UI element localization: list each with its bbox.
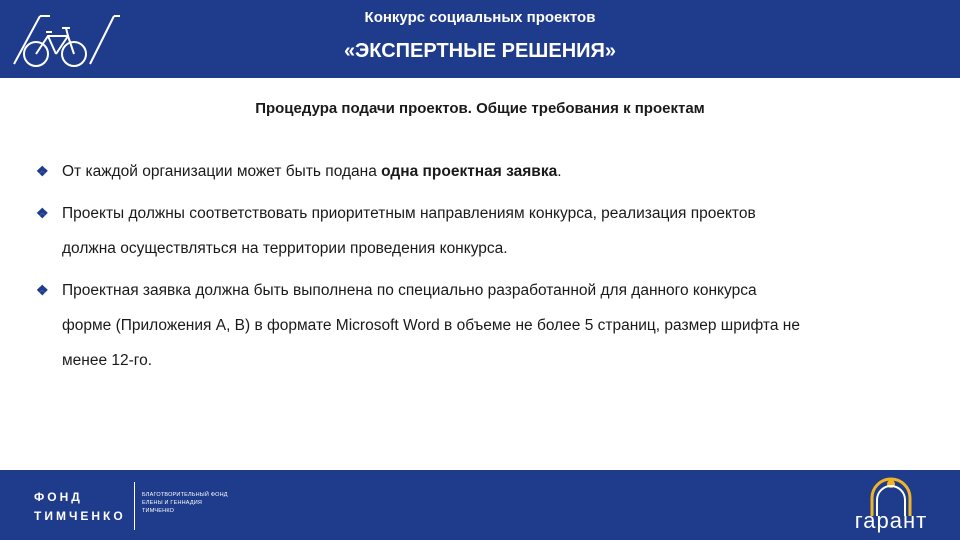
- bullet-3-line1: Проектная заявка должна быть выполнена по специально разработанной для данного конкурса: [62, 282, 757, 299]
- fund-description: [142, 491, 228, 515]
- bullet-1-text-post: .: [557, 163, 562, 180]
- diamond-bullet-icon: ❖: [36, 163, 49, 179]
- bullet-1-text-pre: От каждой организации может быть подана: [62, 163, 382, 180]
- garant-logo: [846, 476, 936, 536]
- bullet-item-3: [36, 273, 960, 378]
- header-title-line1: Конкурс социальных проектов: [364, 9, 596, 26]
- fund-desc-line3: ТИМЧЕНКО: [142, 508, 175, 514]
- bullet-3-line3: менее 12-го.: [62, 352, 153, 369]
- bullet-1-text-bold: одна проектная заявка: [381, 163, 558, 180]
- bullet-2-line1: Проекты должны соответствовать приоритетным направлениям конкурса, реализация проектов: [62, 205, 756, 222]
- bullet-2-line2: должна осуществляться на территории проведения конкурса.: [62, 240, 508, 257]
- fund-desc-line1: БЛАГОТВОРИТЕЛЬНЫЙ ФОНД: [142, 492, 228, 498]
- fund-desc-line2: ЕЛЕНЫ И ГЕННАДИЯ: [142, 500, 203, 506]
- slide-subtitle: Процедура подачи проектов. Общие требования к проектам: [255, 100, 705, 117]
- fund-divider: [134, 482, 135, 530]
- fund-name-line1: ФОНД: [34, 490, 83, 504]
- diamond-bullet-icon: ❖: [36, 205, 49, 221]
- bullet-item-2: [36, 196, 960, 266]
- header-title-line2: «ЭКСПЕРТНЫЕ РЕШЕНИЯ»: [343, 40, 617, 62]
- timchenko-fund-logo: [30, 480, 242, 532]
- header-band: [0, 0, 960, 78]
- bullet-item-1: [36, 154, 960, 189]
- diamond-bullet-icon: ❖: [36, 282, 49, 298]
- fund-name: [34, 488, 126, 526]
- bullet-3-line2: форме (Приложения А, В) в формате Microsoft Word в объеме не более 5 страниц, размер шрифта не: [62, 317, 800, 334]
- fund-name-line2: ТИМЧЕНКО: [34, 509, 126, 523]
- garant-logo-text: гарант: [854, 508, 928, 533]
